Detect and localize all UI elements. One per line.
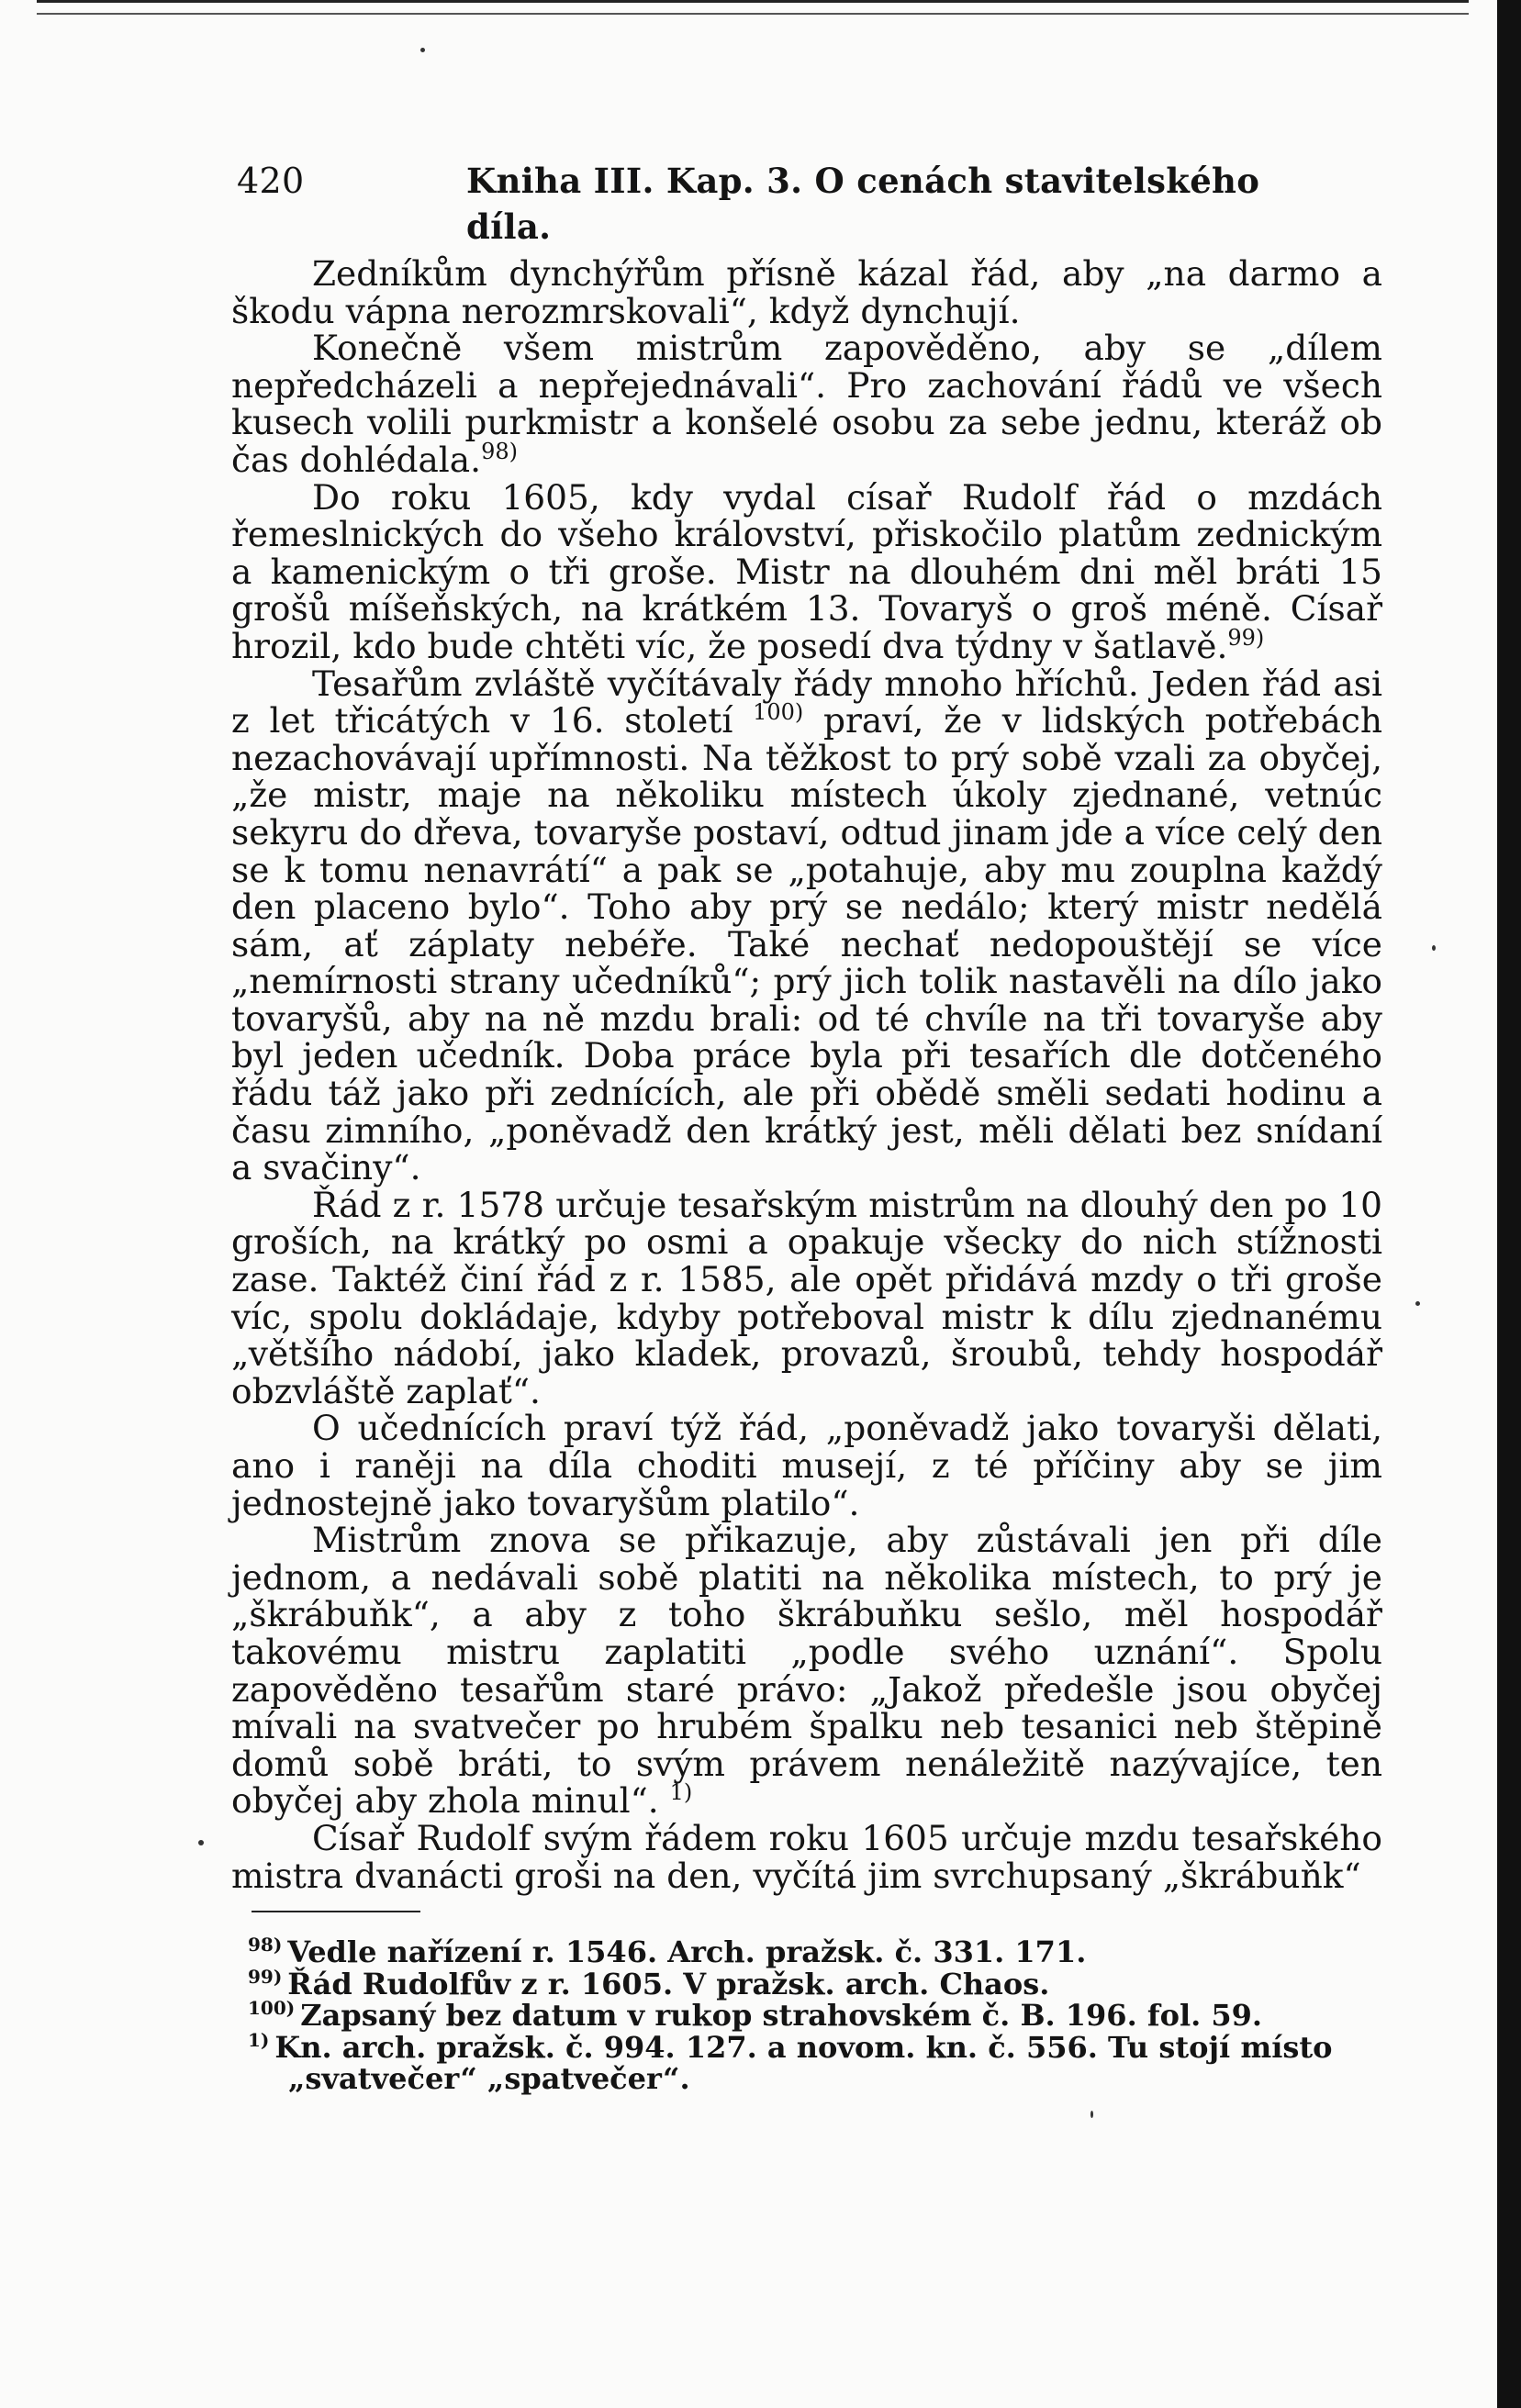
paragraph: O učednících praví týž řád, „poněvadž jako tovaryši dělati, ano i raněji na díla choditi musejí, z té příčiny aby se jim jednostejně jako tovaryšům platilo“.	[231, 1408, 1382, 1523]
footnote: $^{98)}$ Vedle nařízení r. 1546. Arch. pražsk. č. 331. 171.	[248, 1934, 1087, 1969]
page-header	[237, 158, 1320, 247]
scan-speck	[1432, 945, 1436, 951]
footnote-ref[interactable]: 99)	[1227, 624, 1265, 651]
paragraph: Tesařům zvláště vyčítávaly řády mnoho hříchů. Jeden řád asi z let třicátých v 16. století $^{100)}$ praví, že v lidských potřebách nezachovávají upřímnosti. Na těžkost to prý sobě vzali za obyčej, „že mistr, maje na několiku místech úkoly zjednané, vetnúc sekyru do dřeva, tovaryše postaví, odtud jinam jde a více celý den se k tomu nenavrátí“ a pak se „potahuje, aby mu zouplna každý den placeno bylo“. Toho aby prý se nedálo; který mistr nedělá sám, ať záplaty nebéře. Také nechať nedopouštějí se více „nemírnosti strany učedníků“; prý jich tolik nastavěli na dílo jako tovaryšů, aby na ně mzdu brali: od té chvíle na tři tovaryše aby byl jeden učedník. Doba práce byla při tesařích dle dotčeného řádu táž jako při zednících, ale při obědě směli sedati hodinu a času zimního, „poněvadž den krátký jest, měli dělati bez snídaní a svačiny“.	[231, 663, 1383, 1188]
footnote-mark: 100)	[248, 1997, 296, 2019]
page-top-edge	[37, 0, 1469, 15]
paragraph: Do roku 1605, kdy vydal císař Rudolf řád o mzdách řemeslnických do všeho království, přiskočilo platům zednickým a kamenickým o tři groše. Mistr na dlouhém dni měl bráti 15 grošů míšeňských, na krátkém 13. Tovaryš o groš méně. Císař hrozil, kdo bude chtěti víc, že posedí dva týdny v šatlavě.$^{99)}$	[231, 476, 1382, 666]
running-head: Kniha III. Kap. 3. O cenách stavitelského díla.	[466, 161, 1260, 247]
scan-speck	[198, 1840, 204, 1845]
footnote-mark: 98)	[248, 1934, 283, 1956]
footnotes	[233, 1936, 1381, 2095]
paragraph: Konečně všem mistrům zapověděno, aby se „dílem nepředcházeli a nepřejednávali“. Pro zachování řádů ve všech kusech volili purkmistr a konšelé osobu za sebe jednu, kteráž ob čas dohlédala.$^{98)}$	[231, 328, 1382, 480]
body-text	[231, 255, 1382, 1894]
paragraph: Mistrům znova se přikazuje, aby zůstávali jen při díle jednom, a nedávali sobě platiti na několika místech, to prý je „škrábuňk“, a aby z toho škrábuňku sešlo, měl hospodář takovému mistru zaplatiti „podle svého uznání“. Spolu zapověděno tesařům staré právo: „Jakož předešle jsou obyčej mívali na svatvečer po hrubém špalku neb tesanici neb štěpině domů sobě bráti, to svým právem nenáležitě nazývajíce, ten obyčej aby zhola minul“. $^{1)}$	[231, 1520, 1382, 1822]
footnote-mark: 99)	[248, 1965, 283, 1988]
paragraph: Řád z r. 1578 určuje tesařským mistrům na dlouhý den po 10 groších, na krátký po osmi a opakuje všecky do nich stížnosti zase. Taktéž činí řád z r. 1585, ale opět přidává mzdy o tři groše víc, spolu dokládaje, kdyby potřeboval mistr k dílu zjednanému „většího nádobí, jako kladek, provazů, šroubů, tehdy hospodář obzvláště zaplať“.	[231, 1184, 1382, 1411]
footnote-ref[interactable]: 100)	[753, 699, 804, 726]
footnote-mark: 1)	[248, 2028, 270, 2051]
scan-speck	[1090, 2111, 1093, 2118]
paragraph: Císař Rudolf svým řádem roku 1605 určuje mzdu tesařského mistra dvanácti groši na den, vyčítá jim svrchupsaný „škrábuňk“	[231, 1817, 1382, 1896]
scan-speck	[1415, 1301, 1420, 1306]
footnote: $^{1)}$ Kn. arch. pražsk. č. 994. 127. a novom. kn. č. 556. Tu stojí místo „svatvečer“ „spatvečer“.	[248, 2028, 1333, 2096]
footnote: $^{100)}$ Zapsaný bez datum v rukop strahovském č. B. 196. fol. 59.	[248, 1997, 1263, 2033]
footnote-rule	[252, 1911, 420, 1912]
scan-speck	[420, 48, 425, 52]
paragraph: Zedníkům dynchýřům přísně kázal řád, aby „na darmo a škodu vápna nerozmrskovali“, když dynchují.	[231, 253, 1382, 331]
page-number: 420	[237, 161, 305, 201]
footnote-ref[interactable]: 98)	[481, 438, 518, 464]
footnote-ref[interactable]: 1)	[669, 1779, 693, 1806]
footnote: $^{99)}$ Řád Rudolfův z r. 1605. V pražsk. arch. Chaos.	[248, 1965, 1050, 2001]
